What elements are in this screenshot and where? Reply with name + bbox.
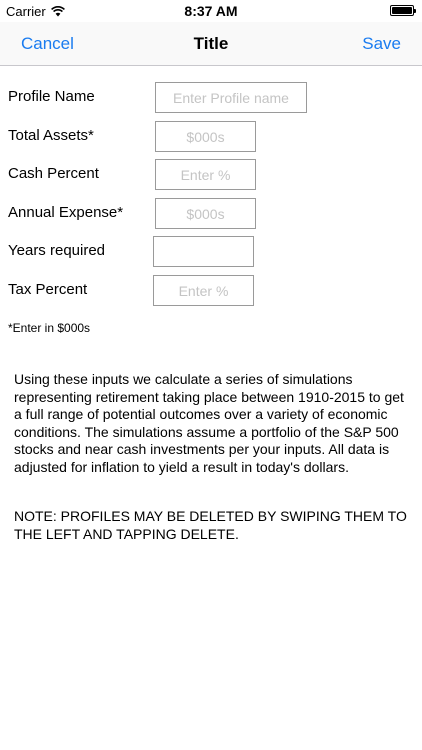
battery-icon [390,5,414,16]
profile-name-label: Profile Name [8,88,95,105]
tax-percent-label: Tax Percent [8,281,88,298]
annual-expense-label: Annual Expense* [8,204,124,221]
cash-percent-input[interactable] [155,159,256,190]
total-assets-row [8,121,408,153]
status-bar [0,0,422,22]
annual-expense-row [8,198,408,230]
page-title: Title [193,34,229,53]
annual-expense-input[interactable] [155,198,256,229]
cash-percent-row [8,159,408,191]
years-required-row [8,236,408,268]
years-required-label: Years required [8,242,106,259]
profile-name-row [8,82,408,114]
save-button[interactable]: Save [362,34,401,53]
total-assets-input[interactable] [155,121,256,152]
tax-percent-row [8,275,408,307]
tax-percent-input[interactable] [153,275,254,306]
footnote: *Enter in $000s [8,321,91,335]
cash-percent-label: Cash Percent [8,165,99,182]
cancel-button[interactable]: Cancel [21,34,74,53]
navigation-bar [0,22,422,66]
carrier-label: Carrier [6,4,46,19]
total-assets-label: Total Assets* [8,127,94,144]
description-text: Using these inputs we calculate a series of simulations representing retirement taking place between 1910-2015 to get a full range of potential outcomes over a variety of economic conditions. The simulations assume a portfolio of the S&P 500 stocks and near cash investments per your inputs. All data is adjusted for inflation to yield a result in today's dollars. [14,371,404,475]
profile-name-input[interactable] [155,82,307,113]
status-time: 8:37 AM [184,3,238,19]
years-required-input[interactable] [153,236,254,267]
delete-note: NOTE: PROFILES MAY BE DELETED BY SWIPING THEM TO THE LEFT AND TAPPING DELETE. [14,508,407,542]
